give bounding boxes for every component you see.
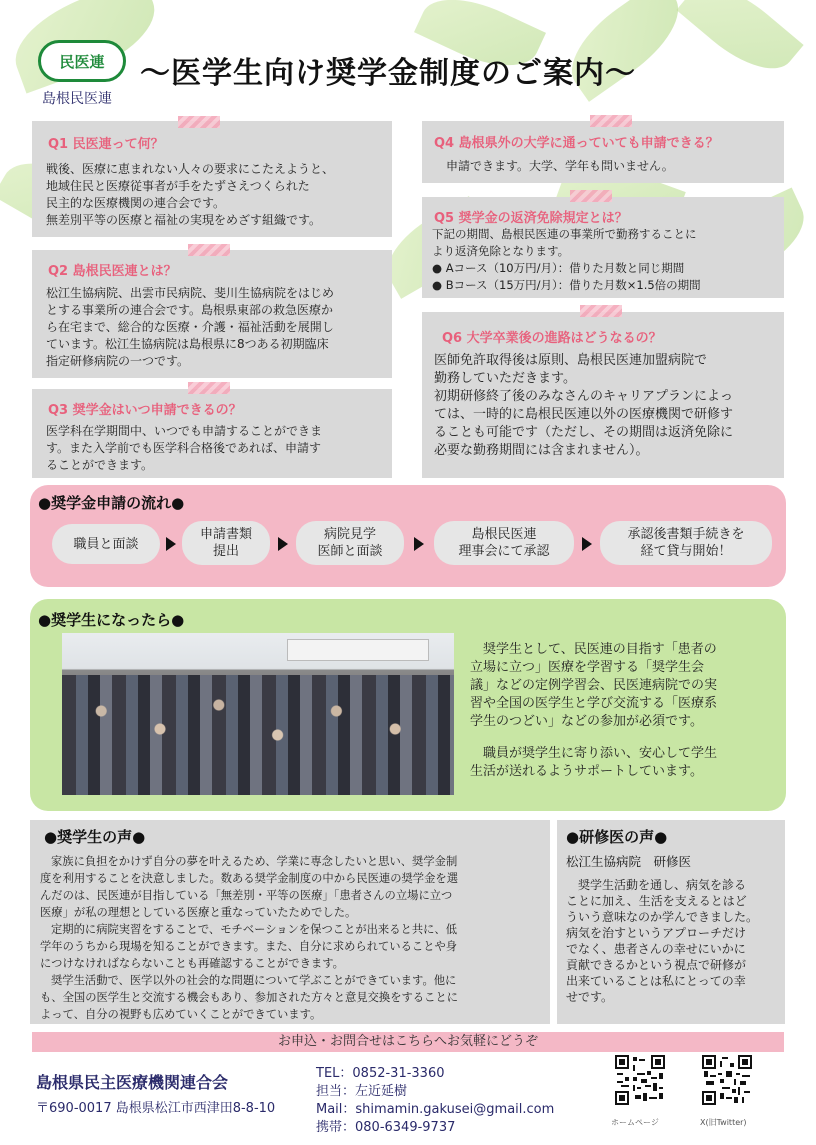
flow-step: 承認後書類手続きを 経て貸与開始！ xyxy=(600,521,772,565)
after-paragraph-1: 奨学生として、民医連の目指す「患者の 立場に立つ」医療を学習する「奨学生会 議」などの定例学習会、民医連病院での実 習や全国の医学生と学び交流する「医療系 学生のつどい」などの参加が必須です。 xyxy=(470,642,718,729)
flow-step: 病院見学 医師と面談 xyxy=(296,521,404,565)
student-voice-heading: ●奨学生の声● xyxy=(44,828,146,846)
flow-step: 申請書類 提出 xyxy=(182,521,270,565)
tape-decoration xyxy=(580,305,622,317)
after-heading: ●奨学生になったら● xyxy=(38,611,185,629)
arrow-right-icon xyxy=(582,537,592,551)
footer-tel: TEL：0852-31-3360 xyxy=(316,1066,445,1081)
student-voice-text: 家族に負担をかけず自分の夢を叶えるため、学業に専念したいと思い、奨学金制 度を利用することを決意しました。数ある奨学金制度の中から民医連の奨学金を選 んだのは、民医連が目指している「無差別・平等の医療」「患者さんの立場に立つ 医療」が私の理想としている医療と重なっていたためでした。 定期的に病院実習をすることで、モチベーションを保つことが出来ると共に、低 学年のうちから現場を知ることができます。また、自分に求められていることや身 につけなければならないことも再確認することができます。 奨学生活動で、医学以外の社会的な問題について学ぶことができています。他に も、全国の医学生と交流する機会もあり、参加された方々と意見交換をすることに よって、自分の視野も広めていくことができています。 xyxy=(40,855,458,1021)
question-title: Q1 民医連って何？ xyxy=(48,137,164,152)
tape-decoration xyxy=(188,244,230,256)
qr-label-homepage: ホームページ xyxy=(611,1118,659,1127)
footer-mail[interactable]: Mail：shimamin.gakusei@gmail.com xyxy=(316,1102,555,1117)
logo-badge: 民医連 xyxy=(59,52,105,71)
answer-text: 医師免許取得後は原則、島根民医連加盟病院で 勤務していただきます。 初期研修終了後のみなさんのキャリアプランによっ ては、一時的に島根民医連以外の医療機関で研修す ることも可能です（ただし、その期間は返済免除に 必要な勤務期間には含まれません）。 xyxy=(434,353,734,458)
after-paragraph-2: 職員が奨学生に寄り添い、安心して学生 生活が送れるようサポートしています。 xyxy=(470,746,718,779)
qr-code-x[interactable] xyxy=(702,1055,752,1105)
flow-heading: ●奨学金申請の流れ● xyxy=(38,494,185,512)
footer-mobile: 携帯：080-6349-9737 xyxy=(316,1120,456,1135)
page-title: 〜医学生向け奨学金制度のご案内〜 xyxy=(140,56,636,91)
question-title: Q3 奨学金はいつ申請できるの？ xyxy=(48,403,242,418)
tape-decoration xyxy=(590,115,632,127)
resident-voice-heading: ●研修医の声● xyxy=(566,828,668,846)
tape-decoration xyxy=(188,382,230,394)
answer-text: 下記の期間、島根民医連の事業所で勤務することに より返済免除となります。 ● Aコース（10万円/月）：借りた月数と同じ期間 ● Bコース（15万円/月）：借りた月数×1.5倍の期間 xyxy=(432,227,701,292)
answer-text: 申請できます。大学、学年も問いません。 xyxy=(446,159,674,173)
question-title: Q5 奨学金の返済免除規定とは？ xyxy=(434,211,628,226)
logo-org: 島根民医連 xyxy=(42,91,112,107)
contact-bar xyxy=(32,1032,784,1052)
footer-org: 島根県民主医療機関連合会 xyxy=(36,1073,229,1092)
photo-banner xyxy=(287,639,429,661)
footer-person: 担当：左近延樹 xyxy=(316,1084,408,1099)
contact-bar-text: お申込・お問合せはこちらへお気軽にどうぞ xyxy=(277,1034,538,1049)
tape-decoration xyxy=(570,190,612,202)
leaf-decoration xyxy=(676,0,803,87)
arrow-right-icon xyxy=(414,537,424,551)
qr-label-x: X(旧Twitter) xyxy=(700,1118,747,1127)
qr-code-homepage[interactable] xyxy=(615,1055,665,1105)
question-title: Q6 大学卒業後の進路はどうなるの？ xyxy=(442,331,662,346)
arrow-right-icon xyxy=(278,537,288,551)
question-title: Q2 島根民医連とは？ xyxy=(48,264,177,279)
photo-crowd xyxy=(62,675,454,795)
tape-decoration xyxy=(178,116,220,128)
flow-step: 島根民医連 理事会にて承認 xyxy=(434,521,574,565)
flow-step: 職員と面談 xyxy=(52,524,160,564)
resident-voice-sub: 松江生協病院 研修医 xyxy=(566,854,692,869)
arrow-right-icon xyxy=(166,537,176,551)
logo xyxy=(38,40,126,82)
group-photo xyxy=(62,633,454,795)
footer-address: 〒690-0017 島根県松江市西津田8-8-10 xyxy=(36,1101,276,1116)
answer-text: 戦後、医療に恵まれない人々の要求にこたえようと、 地域住民と医療従事者が手をたずさえつくられた 民主的な医療機関の連合会です。 無差別平等の医療と福祉の実現をめざす組織です。 xyxy=(46,162,335,227)
question-title: Q4 島根県外の大学に通っていても申請できる？ xyxy=(434,136,719,151)
resident-voice-text: 奨学生活動を通し、病気を診る ことに加え、生活を支えるとはど ういう意味なのか学んできました。 病気を治すというアプローチだけ でなく、患者さんの幸せにいかに 貢献できるかという視点で研修が 出来ていることは私にとっての幸 せです。 xyxy=(566,878,759,1004)
answer-text: 医学科在学期間中、いつでも申請することができま す。また入学前でも医学科合格後であれば、申請す ることができます。 xyxy=(46,424,323,472)
answer-text: 松江生協病院、出雲市民病院、斐川生協病院をはじめ とする事業所の連合会です。島根県東部の救急医療か ら在宅まで、総合的な医療・介護・福祉活動を展開し ています。松江生協病院は島根県に8つある初期臨床 指定研修病院の一つです。 xyxy=(46,286,335,368)
